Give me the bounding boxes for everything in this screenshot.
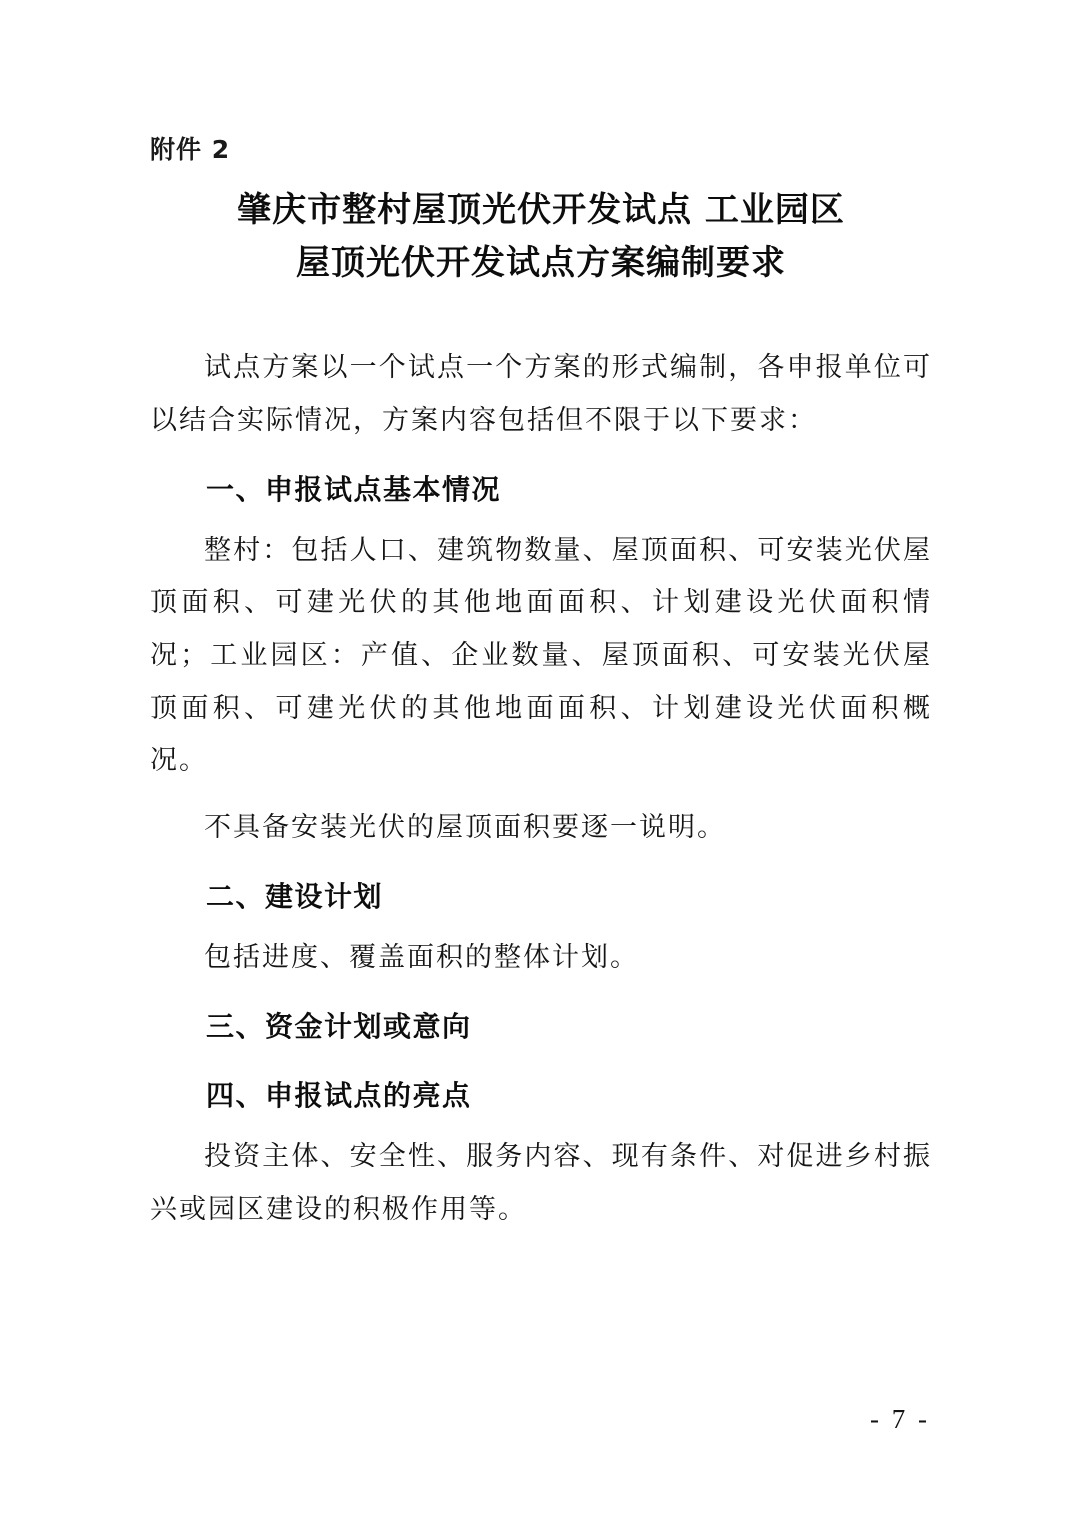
intro-paragraph: 试点方案以一个试点一个方案的形式编制，各申报单位可以结合实际情况，方案内容包括但不限于以下要求： (150, 352, 932, 436)
page-number: - 7 - (870, 1404, 930, 1434)
page-title-line-2: 屋顶光伏开发试点方案编制要求 (296, 242, 786, 283)
section-4-paragraph-1: 投资主体、安全性、服务内容、现有条件、对促进乡村振兴或园区建设的积极作用等。 (150, 1140, 932, 1224)
section-heading-4: 四、申报试点的亮点 (206, 1078, 472, 1112)
section-1-paragraph-1: 整村：包括人口、建筑物数量、屋顶面积、可安装光伏屋顶面积、可建光伏的其他地面面积、计划建设光伏面积情况；工业园区：产值、企业数量、屋顶面积、可安装光伏屋顶面积、可建光伏的其他地面面积、计划建设光伏面积概况。 (150, 534, 932, 776)
section-heading-2: 二、建设计划 (206, 879, 384, 913)
section-1-paragraph-2: 不具备安装光伏的屋顶面积要逐一说明。 (204, 812, 726, 843)
section-2-paragraph-1: 包括进度、覆盖面积的整体计划。 (204, 941, 639, 972)
page-title (150, 184, 932, 289)
section-heading-1: 一、申报试点基本情况 (206, 472, 502, 506)
document-body (150, 130, 932, 1249)
attachment-label: 附件 2 (150, 135, 231, 164)
section-heading-3: 三、资金计划或意向 (206, 1009, 472, 1043)
page-title-line-1: 肇庆市整村屋顶光伏开发试点 工业园区 (237, 190, 845, 230)
